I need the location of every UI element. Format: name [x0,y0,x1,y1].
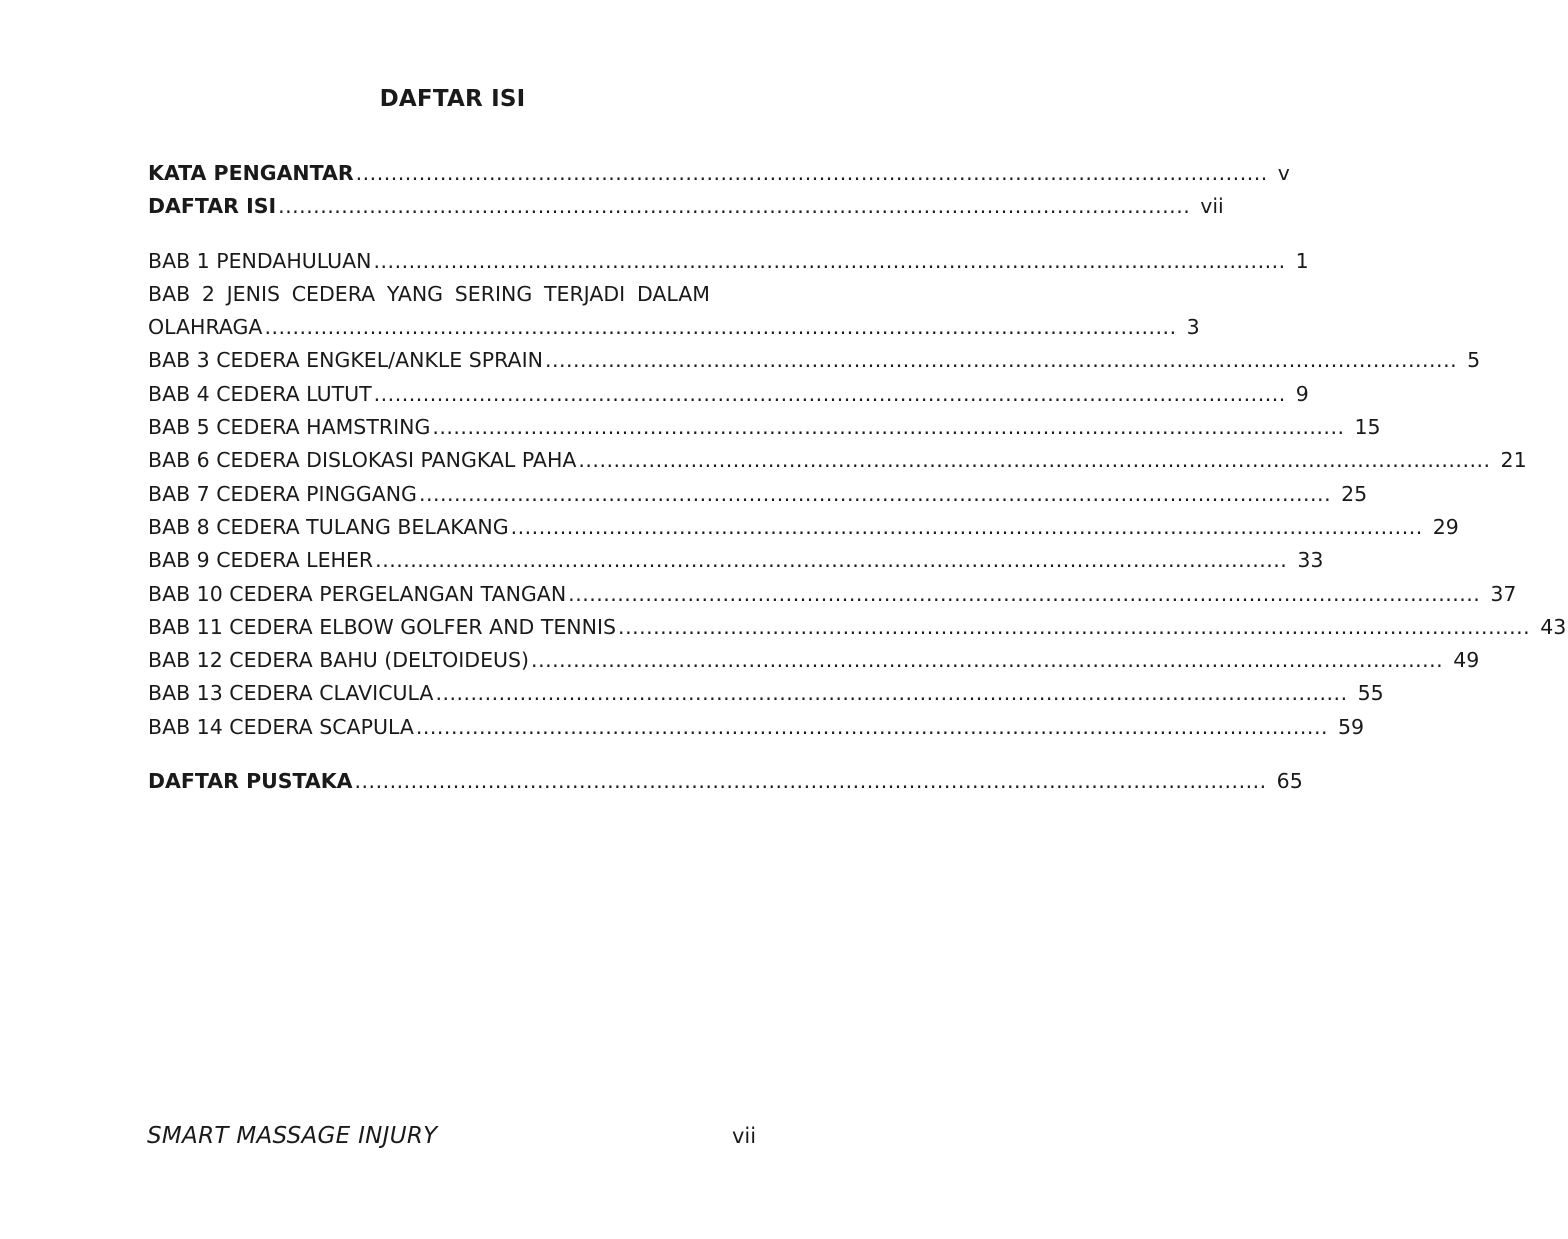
toc-entry-page: 3 [1186,315,1200,339]
toc-entry-page: 59 [1338,715,1365,739]
dot-leader: .................................................................................................................................. [435,681,1348,705]
toc-entry-bab-2-line1[interactable]: BAB 2 JENIS CEDERA YANG SERING TERJADI DALAM [148,282,710,306]
toc-entry-bab-10[interactable] [148,581,1517,607]
toc-entry-page: 43 [1540,615,1567,639]
toc-entry-bab-13[interactable] [148,680,1384,706]
toc-entry-bab-4[interactable] [148,381,1309,407]
toc-entry-label: DAFTAR PUSTAKA [148,769,353,793]
toc-entry-bab-11[interactable] [148,614,1567,640]
toc-entry-bab-3[interactable] [148,347,1481,373]
dot-leader: .................................................................................................................................. [355,161,1268,185]
dot-leader: .................................................................................................................................. [568,582,1481,606]
toc-entry-label: BAB 10 CEDERA PERGELANGAN TANGAN [148,582,567,606]
toc-entry-label: KATA PENGANTAR [148,161,354,185]
toc-entry-page: 33 [1297,548,1324,572]
toc-entry-page: 1 [1295,249,1309,273]
toc-entry-page: 29 [1432,515,1459,539]
toc-entry-bab-2[interactable] [148,314,1200,340]
toc-entry-page: 5 [1467,348,1481,372]
dot-leader: .................................................................................................................................. [418,482,1332,506]
toc-entry-bab-12[interactable] [148,647,1480,673]
toc-entry-page: v [1277,161,1290,185]
dot-leader: .................................................................................................................................. [415,715,1328,739]
toc-entry-page: 65 [1276,769,1303,793]
toc-entry-label: BAB 4 CEDERA LUTUT [148,382,372,406]
dot-leader: .................................................................................................................................. [264,315,1177,339]
toc-entry-bab-14[interactable] [148,714,1365,740]
toc-entry-bab-5[interactable] [148,414,1381,440]
dot-leader: .................................................................................................................................. [510,515,1423,539]
toc-entry-page: 9 [1295,382,1309,406]
footer-page-number: vii [732,1124,757,1148]
toc-entry-label: BAB 6 CEDERA DISLOKASI PANGKAL PAHA [148,448,577,472]
toc-entry-daftar-isi[interactable] [148,193,1224,219]
toc-entry-bab-6[interactable] [148,447,1527,473]
dot-leader: .................................................................................................................................. [432,415,1345,439]
toc-entry-label: BAB 1 PENDAHULUAN [148,249,372,273]
toc-entry-page: 21 [1500,448,1527,472]
toc-entry-label: BAB 7 CEDERA PINGGANG [148,482,417,506]
toc-entry-bab-1[interactable] [148,248,1309,274]
footer-book-title: SMART MASSAGE INJURY [147,1123,438,1149]
toc-entry-label: BAB 11 CEDERA ELBOW GOLFER AND TENNIS [148,615,617,639]
page-title: DAFTAR ISI [379,86,526,112]
dot-leader: .................................................................................................................................. [375,548,1288,572]
toc-entry-label: DAFTAR ISI [148,194,277,218]
toc-entry-label: OLAHRAGA [148,315,263,339]
dot-leader: .................................................................................................................................. [354,769,1267,793]
toc-entry-page: vii [1200,194,1224,218]
dot-leader: .................................................................................................................................. [544,348,1458,372]
toc-entry-kata-pengantar[interactable] [148,160,1290,186]
toc-entry-label: BAB 8 CEDERA TULANG BELAKANG [148,515,509,539]
toc-entry-label: BAB 5 CEDERA HAMSTRING [148,415,431,439]
dot-leader: .................................................................................................................................. [578,448,1491,472]
toc-entry-bab-9[interactable] [148,547,1324,573]
dot-leader: .................................................................................................................................. [618,615,1531,639]
toc-entry-daftar-pustaka[interactable] [148,768,1303,794]
toc-entry-label: BAB 13 CEDERA CLAVICULA [148,681,434,705]
toc-entry-label: BAB 12 CEDERA BAHU (DELTOIDEUS) [148,648,530,672]
toc-entry-page: 15 [1354,415,1381,439]
dot-leader: .................................................................................................................................. [278,194,1191,218]
toc-entry-page: 25 [1341,482,1368,506]
dot-leader: .................................................................................................................................. [373,249,1286,273]
toc-entry-label: BAB 9 CEDERA LEHER [148,548,374,572]
toc-entry-label: BAB 3 CEDERA ENGKEL/ANKLE SPRAIN [148,348,543,372]
toc-entry-bab-8[interactable] [148,514,1459,540]
dot-leader: .................................................................................................................................. [373,382,1286,406]
dot-leader: .................................................................................................................................. [531,648,1444,672]
toc-entry-page: 55 [1357,681,1384,705]
toc-entry-page: 37 [1490,582,1517,606]
toc-entry-label: BAB 14 CEDERA SCAPULA [148,715,414,739]
toc-entry-bab-7[interactable] [148,481,1368,507]
toc-entry-page: 49 [1453,648,1480,672]
